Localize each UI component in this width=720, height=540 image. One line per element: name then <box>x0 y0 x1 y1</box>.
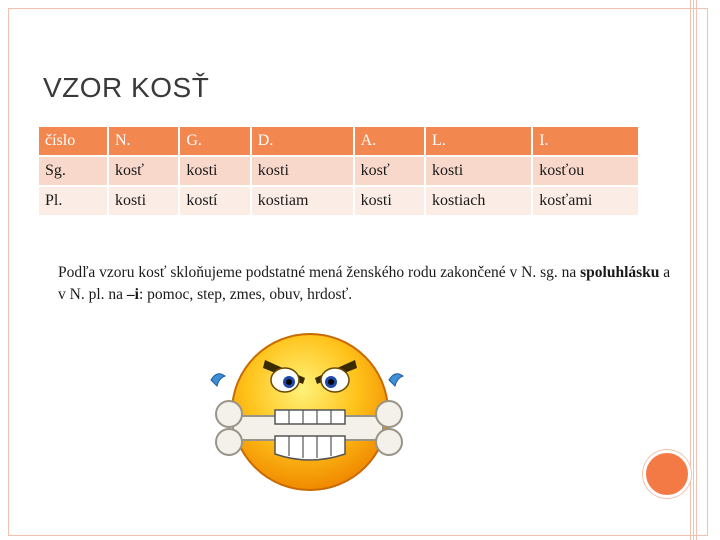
note-bold-term: spoluhlásku <box>580 264 660 281</box>
table-row <box>39 187 638 215</box>
table-cell: kosti <box>426 157 531 185</box>
header-cell: L. <box>426 127 531 155</box>
table-cell: kosti <box>180 157 249 185</box>
table-cell: kosti <box>252 157 353 185</box>
frame-rail <box>696 0 697 540</box>
header-cell: D. <box>252 127 353 155</box>
table-cell: kostiach <box>426 187 531 215</box>
table-cell: Pl. <box>39 187 107 215</box>
header-cell: A. <box>355 127 424 155</box>
angry-face-biting-bone-icon <box>203 320 418 500</box>
declension-table <box>37 125 640 217</box>
table-cell: kosti <box>109 187 178 215</box>
header-cell: G. <box>180 127 249 155</box>
header-cell: číslo <box>39 127 107 155</box>
table-cell: kosťami <box>533 187 638 215</box>
note-bold-term: –i <box>126 286 139 303</box>
table-cell: Sg. <box>39 157 107 185</box>
frame-rail <box>693 0 694 540</box>
header-cell: N. <box>109 127 178 155</box>
table-cell: kostiam <box>252 187 353 215</box>
rule-note <box>58 262 678 306</box>
header-cell: I. <box>533 127 638 155</box>
table-cell: kostí <box>180 187 249 215</box>
decorative-circle <box>643 450 691 498</box>
table-header-row <box>39 127 638 155</box>
slide-title: VZOR KOSŤ <box>43 72 210 103</box>
table-row <box>39 157 638 185</box>
note-text: : pomoc, step, zmes, obuv, hrdosť. <box>138 286 353 303</box>
table-cell: kosť <box>109 157 178 185</box>
table-cell: kosť <box>355 157 424 185</box>
note-text: Podľa vzoru kosť skloňujeme podstatné mená ženského rodu zakončené v N. sg. na <box>58 264 581 281</box>
note-text: a v N. pl. na <box>58 264 671 303</box>
frame-rail <box>690 0 691 540</box>
table-cell: kosťou <box>533 157 638 185</box>
table-cell: kosti <box>355 187 424 215</box>
